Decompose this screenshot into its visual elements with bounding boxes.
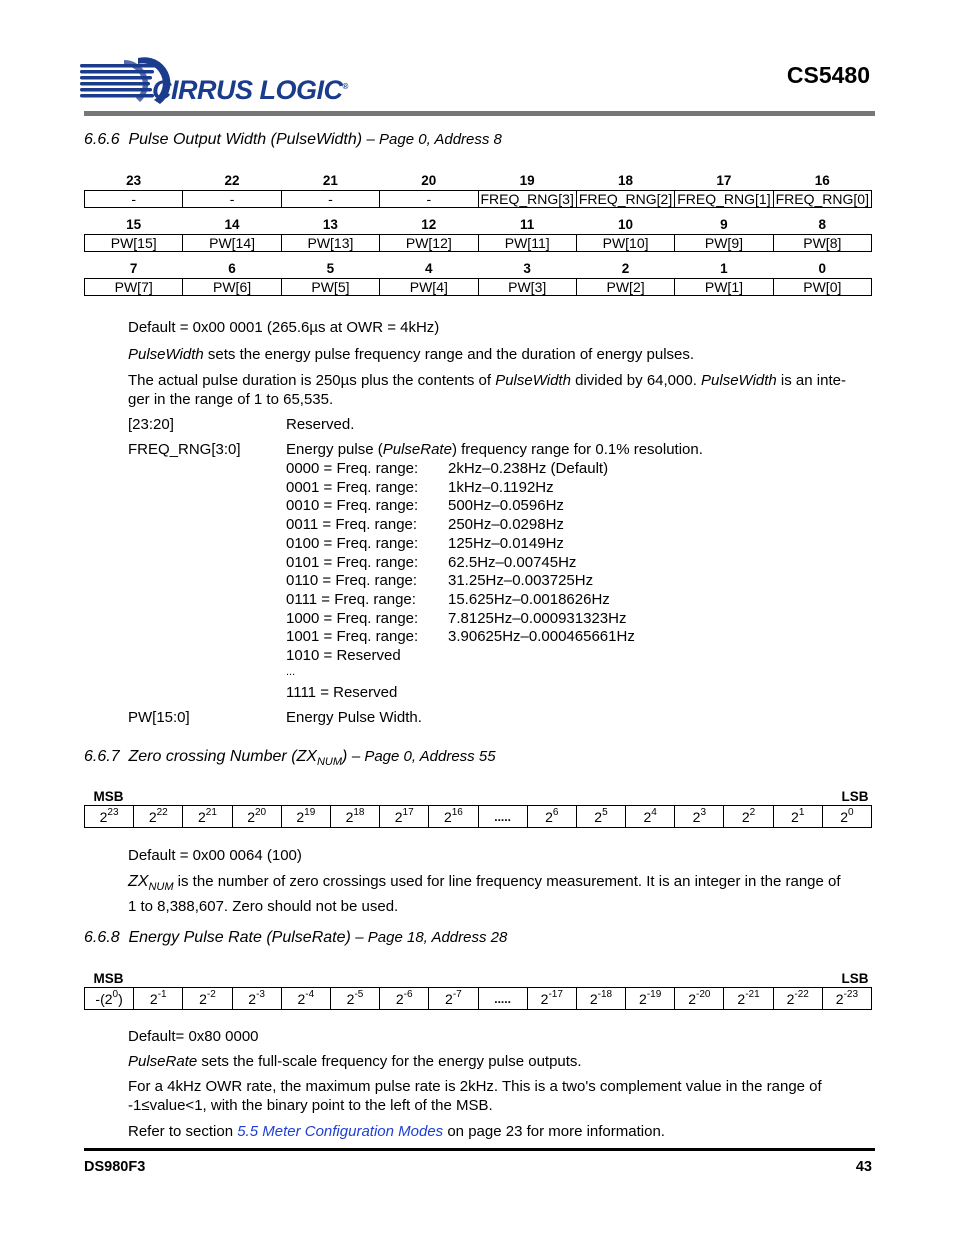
bit-field: PW[4]	[380, 279, 478, 296]
bit-weight: $2^{23}$	[85, 806, 134, 828]
bit-number: 13	[322, 216, 338, 232]
bit-field: PW[3]	[478, 279, 576, 296]
logo-wordmark: CIRRUS LOGIC®	[152, 75, 348, 105]
section-heading-pulserate: 6.6.8 Energy Pulse Rate (PulseRate) – Page 18, Address 28	[84, 929, 508, 946]
pulsewidth-paragraph-1: PulseWidth sets the energy pulse frequency range and the duration of energy pulses.	[128, 346, 695, 363]
bit-field-row	[85, 279, 872, 296]
zxnum-default: Default = 0x00 0064 (100)	[128, 847, 302, 864]
bit-number: 9	[720, 216, 728, 232]
bit-weight: $2^5$	[576, 806, 625, 828]
bit-weight: $2^{-5}$	[330, 988, 379, 1010]
weight-row	[85, 988, 872, 1010]
bit-number-row	[85, 214, 872, 235]
bit-weight: $2^4$	[626, 806, 675, 828]
field-name: [23:20]	[128, 416, 174, 433]
footer-doc-id: DS980F3	[84, 1159, 146, 1175]
bit-weight: $2^{-23}$	[822, 988, 871, 1010]
bit-weight: $2^0$	[822, 806, 871, 828]
bit-number-row	[85, 258, 872, 279]
bit-number: 23	[126, 172, 142, 188]
field-description: Reserved.	[286, 416, 355, 433]
freq-range-item: 1001 = Freq. range: 3.90625Hz–0.000465661Hz	[286, 628, 635, 645]
section-heading-pulsewidth: 6.6.6 Pulse Output Width (PulseWidth) – Page 0, Address 8	[84, 131, 502, 148]
freq-range-item: 0000 = Freq. range: 2kHz–0.238Hz (Default)	[286, 460, 609, 477]
bit-field: PW[0]	[773, 279, 871, 296]
pulserate-paragraph-1: PulseRate sets the full-scale frequency for the energy pulse outputs.	[128, 1053, 582, 1070]
section-link[interactable]: 5.5 Meter Configuration Modes	[237, 1123, 444, 1140]
bit-weight: $-(2^0)$	[85, 988, 134, 1010]
bit-number: 22	[224, 172, 240, 188]
bit-field: FREQ_RNG[2]	[576, 191, 674, 208]
bit-number-row	[85, 170, 872, 191]
bit-field: PW[5]	[281, 279, 379, 296]
bit-field: PW[7]	[85, 279, 183, 296]
bit-weight: $2^{-19}$	[626, 988, 675, 1010]
freq-range-item: 0101 = Freq. range: 62.5Hz–0.00745Hz	[286, 554, 577, 571]
pulserate-default: Default= 0x80 0000	[128, 1028, 259, 1045]
zxnum-paragraph: $ZX_{NUM}$ is the number of zero crossings used for line frequency measurement. It is an integer in the range of 1 to 8,388,607. Zero should not be used.	[128, 873, 841, 915]
bit-number: 2	[621, 260, 630, 276]
bit-field: -	[281, 191, 379, 208]
bit-field: PW[11]	[478, 235, 576, 252]
bit-weight: $2^2$	[724, 806, 773, 828]
bit-number: 11	[520, 216, 535, 232]
bit-number: 15	[126, 216, 142, 232]
bit-weight: $2^{-7}$	[429, 988, 478, 1010]
doc-title: CS5480	[786, 62, 870, 88]
bit-field: -	[380, 191, 478, 208]
bit-field: FREQ_RNG[3]	[478, 191, 576, 208]
footer-page-number: 43	[855, 1159, 872, 1175]
msb-label: MSB	[93, 789, 124, 804]
bit-number: 18	[618, 172, 634, 188]
pulsewidth-register-table	[84, 170, 872, 296]
bit-weight: $2^{-4}$	[281, 988, 330, 1010]
header-rule	[84, 111, 875, 116]
bit-field: PW[13]	[281, 235, 379, 252]
pulsewidth-paragraph-2: The actual pulse duration is 250µs plus the contents of PulseWidth divided by 64,000. PulseWidth is an inte- ger in the range of 1 to 65,535.	[128, 372, 846, 408]
field-description: Energy pulse (PulseRate) frequency range for 0.1% resolution.	[286, 441, 703, 458]
bit-weight: $2^{-2}$	[183, 988, 232, 1010]
freq-range-reserved: 1010 = Reserved	[286, 647, 401, 664]
bit-number: 10	[618, 216, 634, 232]
bit-field-row	[85, 235, 872, 252]
field-name: FREQ_RNG[3:0]	[128, 441, 241, 458]
bit-field: PW[9]	[675, 235, 773, 252]
bit-weight: $2^{-20}$	[675, 988, 724, 1010]
bit-weight: $2^{16}$	[429, 806, 478, 828]
field-description: Energy Pulse Width.	[286, 709, 422, 726]
bit-weight: $2^{20}$	[232, 806, 281, 828]
bit-number: 3	[523, 260, 531, 276]
bit-weight: $2^{-6}$	[380, 988, 429, 1010]
bit-weight: $2^{-18}$	[576, 988, 625, 1010]
bit-number: 20	[421, 172, 437, 188]
freq-range-item: 0010 = Freq. range: 500Hz–0.0596Hz	[286, 497, 564, 514]
bit-number: 14	[224, 216, 240, 232]
bit-weight: $2^{-21}$	[724, 988, 773, 1010]
bit-field: -	[183, 191, 281, 208]
bit-field: PW[14]	[183, 235, 281, 252]
bit-number: 21	[322, 172, 338, 188]
bit-weight: $2^3$	[675, 806, 724, 828]
bit-weight: $2^{-1}$	[134, 988, 183, 1010]
freq-range-item: 1000 = Freq. range: 7.8125Hz–0.000931323Hz	[286, 610, 627, 627]
bit-number: 0	[818, 260, 827, 276]
freq-range-item: 0011 = Freq. range: 250Hz–0.0298Hz	[286, 516, 564, 533]
weight-row	[85, 806, 872, 828]
bit-field: -	[85, 191, 183, 208]
bit-weight-ellipsis: .....	[478, 988, 527, 1010]
bit-weight: $2^1$	[773, 806, 822, 828]
bit-field: PW[2]	[576, 279, 674, 296]
bit-number: 6	[228, 260, 236, 276]
freq-range-reserved: 1111 = Reserved	[286, 684, 398, 701]
lsb-label: LSB	[841, 971, 869, 986]
pulserate-paragraph-2: For a 4kHz OWR rate, the maximum pulse rate is 2kHz. This is a two's complement value in the range of -1≤value<1, with the binary point to the left of the MSB.	[128, 1078, 822, 1114]
bit-field: FREQ_RNG[0]	[773, 191, 871, 208]
msb-label: MSB	[93, 971, 124, 986]
bit-weight: $2^6$	[527, 806, 576, 828]
msb-lsb-row	[85, 788, 872, 806]
bit-number: 1	[720, 260, 728, 276]
pulserate-paragraph-3: Refer to section 5.5 Meter Configuration Modes on page 23 for more information.	[128, 1123, 665, 1140]
bit-weight: $2^{-17}$	[527, 988, 576, 1010]
pulserate-register-table	[84, 970, 872, 1010]
bit-number: 8	[818, 216, 827, 232]
bit-number: 5	[326, 260, 335, 276]
bit-number: 19	[519, 172, 535, 188]
bit-field: PW[10]	[576, 235, 674, 252]
freq-range-item: 0100 = Freq. range: 125Hz–0.0149Hz	[286, 535, 564, 552]
bit-number: 17	[716, 172, 732, 188]
bit-number: 12	[421, 216, 437, 232]
freq-range-item: 0001 = Freq. range: 1kHz–0.1192Hz	[286, 479, 554, 496]
bit-weight-ellipsis: .....	[478, 806, 527, 828]
bit-weight: $2^{21}$	[183, 806, 232, 828]
bit-field: PW[12]	[380, 235, 478, 252]
bit-field-row	[85, 191, 872, 208]
bit-weight: $2^{-3}$	[232, 988, 281, 1010]
bit-number: 4	[425, 260, 433, 276]
bit-weight: $2^{18}$	[330, 806, 379, 828]
freq-range-item: 0110 = Freq. range: 31.25Hz–0.003725Hz	[286, 572, 594, 589]
freq-range-ellipsis: ...	[286, 666, 296, 678]
bit-weight: $2^{22}$	[134, 806, 183, 828]
bit-field: PW[8]	[773, 235, 871, 252]
bit-weight: $2^{-22}$	[773, 988, 822, 1010]
bit-weight: $2^{19}$	[281, 806, 330, 828]
freq-range-item: 0111 = Freq. range: 15.625Hz–0.0018626Hz	[286, 591, 610, 608]
msb-lsb-row	[85, 970, 872, 988]
bit-number: 16	[814, 172, 830, 188]
section-heading-zxnum: 6.6.7 Zero crossing Number $(ZX_{NUM})$ – Page 0, Address 55	[84, 748, 496, 769]
bit-field: PW[15]	[85, 235, 183, 252]
pulsewidth-default: Default = 0x00 0001 (265.6µs at OWR = 4kHz)	[128, 319, 440, 336]
bit-field: PW[6]	[183, 279, 281, 296]
bit-number: 7	[129, 260, 138, 276]
bit-field: FREQ_RNG[1]	[675, 191, 773, 208]
zxnum-register-table	[84, 788, 872, 828]
bit-weight: $2^{17}$	[380, 806, 429, 828]
footer-rule	[84, 1148, 875, 1151]
lsb-label: LSB	[841, 789, 869, 804]
field-name: PW[15:0]	[128, 709, 190, 726]
bit-field: PW[1]	[675, 279, 773, 296]
